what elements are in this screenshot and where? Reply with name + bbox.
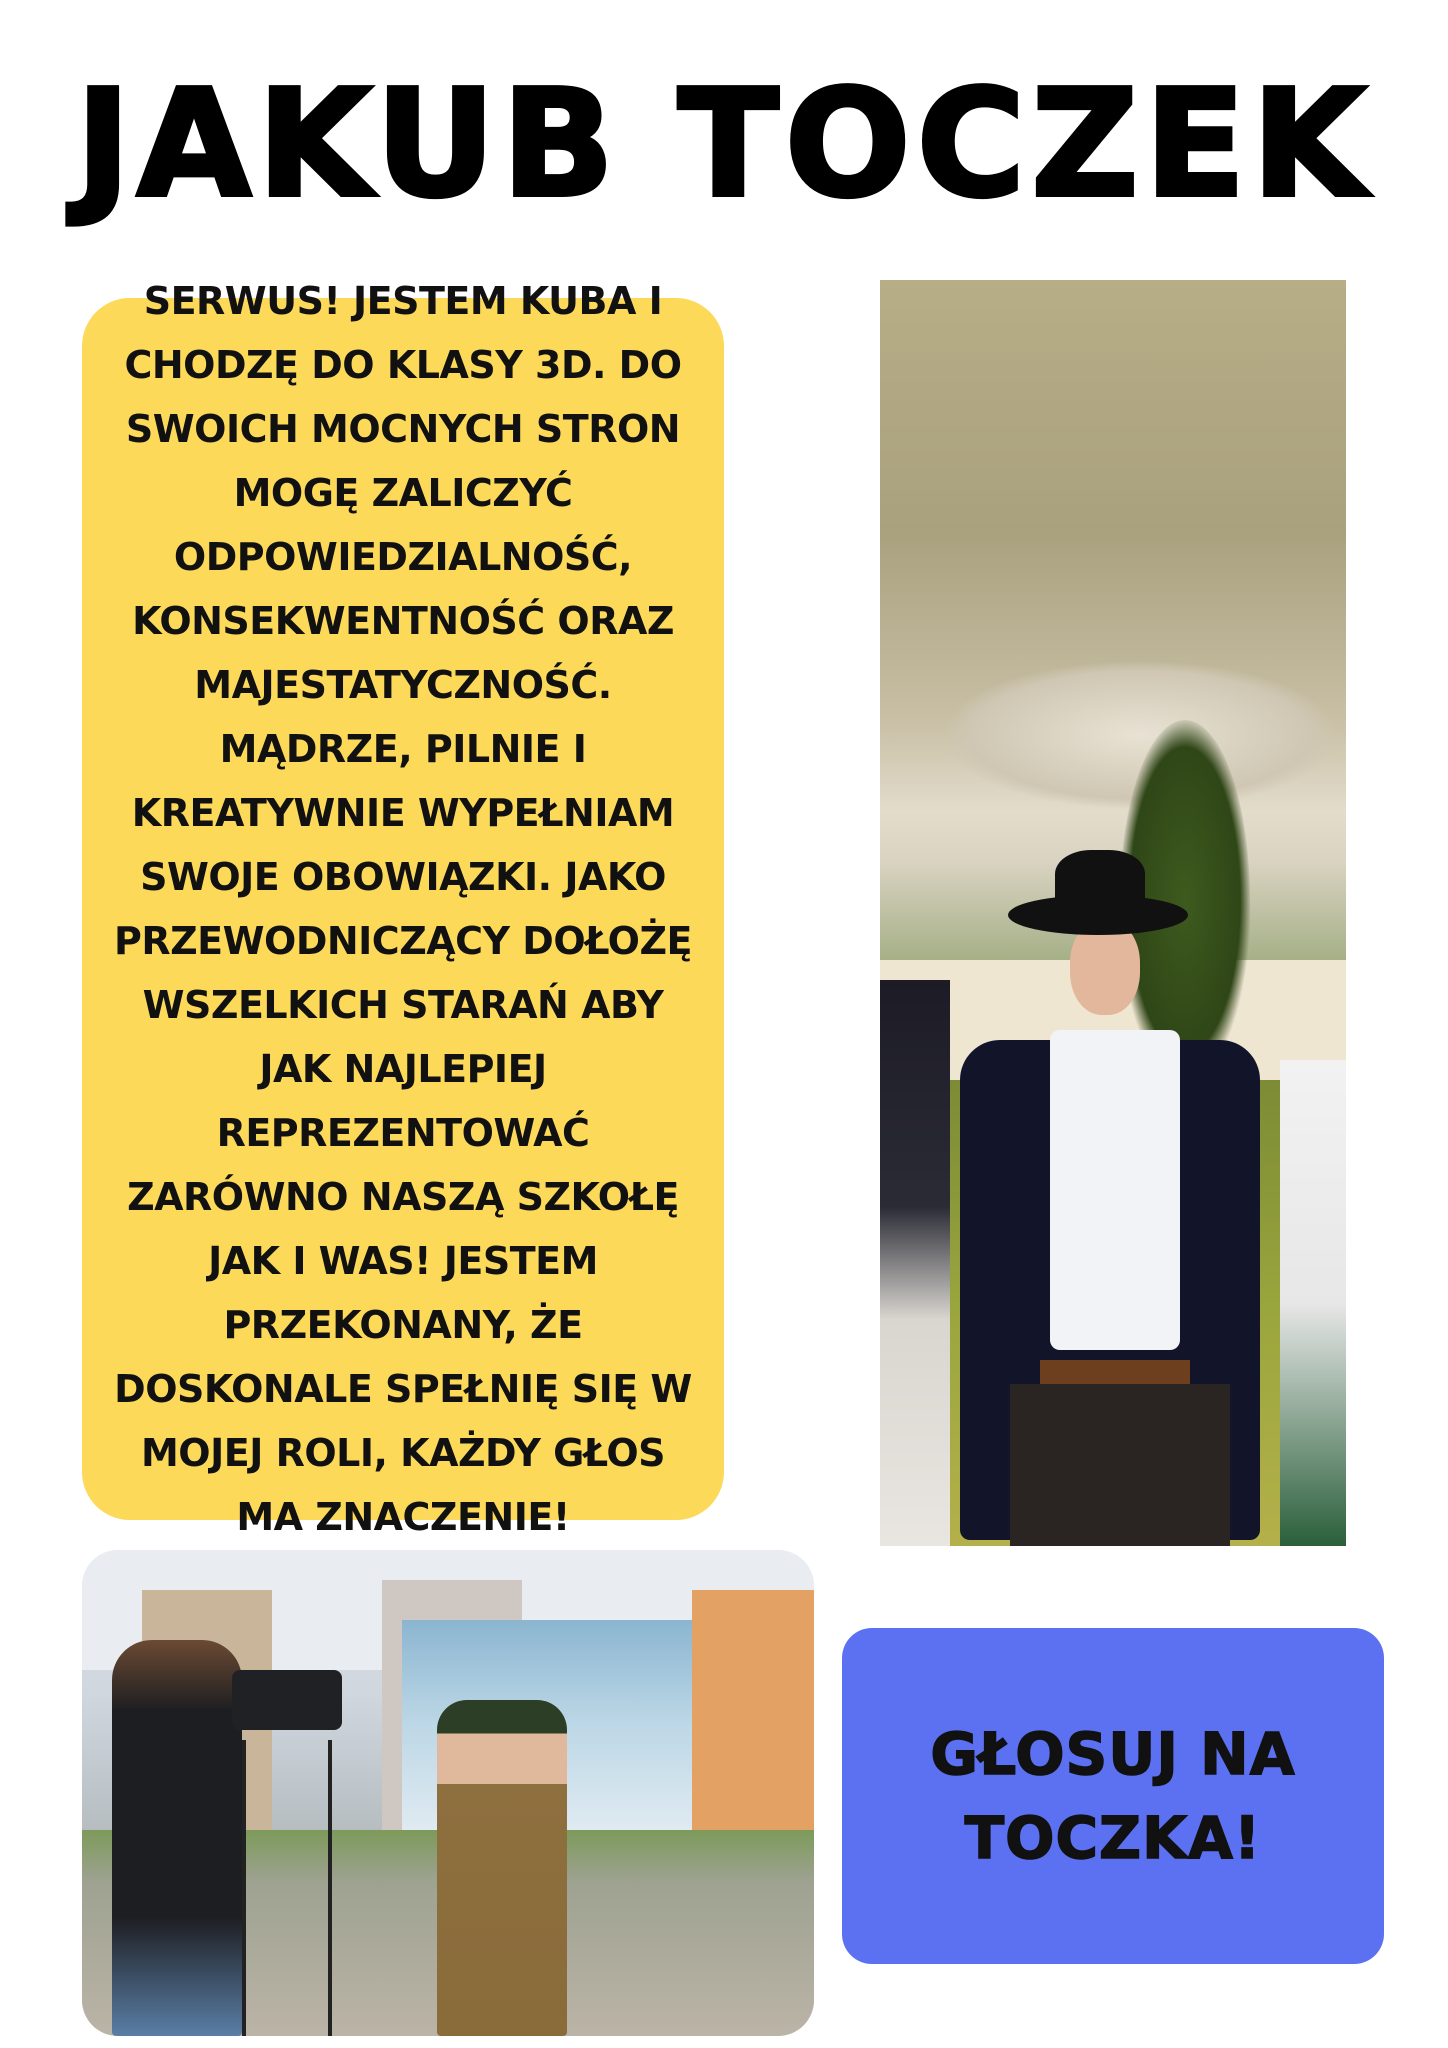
- bio-box: [82, 279, 724, 1539]
- vote-callout-text: GŁOSUJ NA TOCZKA!: [930, 1720, 1296, 1872]
- interview-photo: [82, 1550, 814, 2036]
- poster-title: JAKUB TOCZEK: [75, 58, 1373, 230]
- vote-callout: [842, 1628, 1384, 1964]
- portrait-photo: [880, 280, 1346, 1546]
- bio-text: SERWUS! JESTEM KUBA I CHODZĘ DO KLASY 3D. DO SWOICH MOCNYCH STRON MOGĘ ZALICZYĆ ODPOWIEDZIALNOŚĆ, KONSEKWENTNOŚĆ ORAZ MAJESTATYCZNOŚĆ. MĄDRZE, PILNIE I KREATYWNIE WYPEŁNIAM SWOJE OBOWIĄZKI. JAKO PRZEWODNICZĄCY DOŁOŻĘ WSZELKICH STARAŃ ABY JAK NAJLEPIEJ REPREZENTOWAĆ ZARÓWNO NASZĄ SZKOŁĘ JAK I WAS! JESTEM PRZEKONANY, ŻE DOSKONALE SPEŁNIĘ SIĘ W MOJEJ ROLI, KAŻDY GŁOS MA ZNACZENIE!: [113, 279, 693, 1539]
